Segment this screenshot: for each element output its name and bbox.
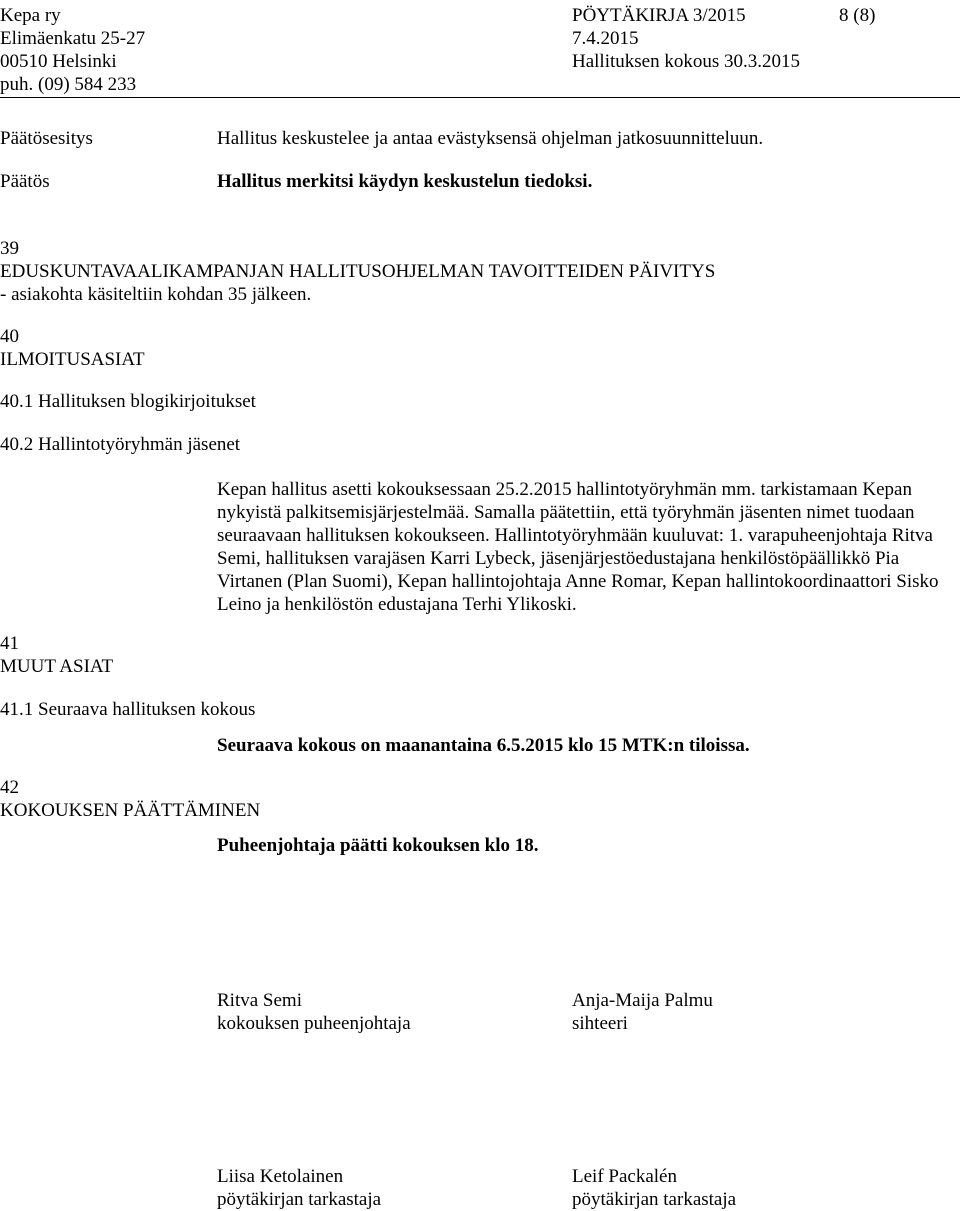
document-date: 7.4.2015 bbox=[572, 28, 639, 49]
signature-name: Leif Packalén bbox=[572, 1166, 677, 1187]
document-title: PÖYTÄKIRJA 3/2015 bbox=[572, 5, 746, 26]
item-41-number: 41 bbox=[0, 633, 19, 654]
header-divider bbox=[0, 97, 960, 98]
signature-name: Ritva Semi bbox=[217, 990, 302, 1011]
meeting-name: Hallituksen kokous 30.3.2015 bbox=[572, 51, 800, 72]
item-39-title: EDUSKUNTAVAALIKAMPANJAN HALLITUSOHJELMAN TAVOITTEIDEN PÄIVITYS bbox=[0, 261, 716, 282]
signature-role: sihteeri bbox=[572, 1013, 628, 1034]
decision-text: Hallitus merkitsi käydyn keskustelun tiedoksi. bbox=[217, 171, 593, 192]
item-39-number: 39 bbox=[0, 238, 19, 259]
item-40-2-text: Kepan hallitus asetti kokouksessaan 25.2.2015 hallintotyöryhmän mm. tarkistamaan Kepan nykyistä palkitsemisjärjestelmää. Samalla päätettiin, että työryhmän jäsenten nimet tuodaan seuraavaan hallituksen kokoukseen. Hallintotyöryhmään kuuluvat: 1. varapuheenjohtaja Ritva Semi, hallituksen varajäsen Karri Lybeck, jäsenjärjestöedustajana henkilöstöpäällikkö Pia Virtanen (Plan Suomi), Kepan hallintojohtaja Anne Romar, Kepan hallintokoordinaattori Sisko Leino ja henkilöstön edustajana Terhi Ylikoski. bbox=[217, 479, 939, 615]
item-40-number: 40 bbox=[0, 326, 19, 347]
item-40-1-heading: 40.1 Hallituksen blogikirjoitukset bbox=[0, 391, 256, 412]
address-city: 00510 Helsinki bbox=[0, 51, 117, 72]
page-number: 8 (8) bbox=[839, 5, 876, 26]
item-40-2-heading: 40.2 Hallintotyöryhmän jäsenet bbox=[0, 434, 241, 455]
org-name: Kepa ry bbox=[0, 5, 61, 26]
phone-number: puh. (09) 584 233 bbox=[0, 74, 137, 95]
proposal-label: Päätösesitys bbox=[0, 128, 93, 149]
item-42-text: Puheenjohtaja päätti kokouksen klo 18. bbox=[217, 835, 539, 856]
item-40-title: ILMOITUSASIAT bbox=[0, 349, 145, 370]
item-39-note: - asiakohta käsiteltiin kohdan 35 jälkeen. bbox=[0, 284, 312, 305]
decision-label: Päätös bbox=[0, 171, 50, 192]
signature-name: Anja-Maija Palmu bbox=[572, 990, 713, 1011]
proposal-text: Hallitus keskustelee ja antaa evästyksensä ohjelman jatkosuunnitteluun. bbox=[217, 128, 764, 149]
item-41-1-text: Seuraava kokous on maanantaina 6.5.2015 klo 15 MTK:n tiloissa. bbox=[217, 735, 750, 756]
signature-name: Liisa Ketolainen bbox=[217, 1166, 344, 1187]
signature-role: kokouksen puheenjohtaja bbox=[217, 1013, 411, 1034]
item-41-1-heading: 41.1 Seuraava hallituksen kokous bbox=[0, 699, 256, 720]
item-42-number: 42 bbox=[0, 777, 19, 798]
item-42-title: KOKOUKSEN PÄÄTTÄMINEN bbox=[0, 800, 261, 821]
signature-role: pöytäkirjan tarkastaja bbox=[572, 1189, 737, 1210]
item-41-title: MUUT ASIAT bbox=[0, 656, 114, 677]
signature-role: pöytäkirjan tarkastaja bbox=[217, 1189, 382, 1210]
address-street: Elimäenkatu 25-27 bbox=[0, 28, 146, 49]
